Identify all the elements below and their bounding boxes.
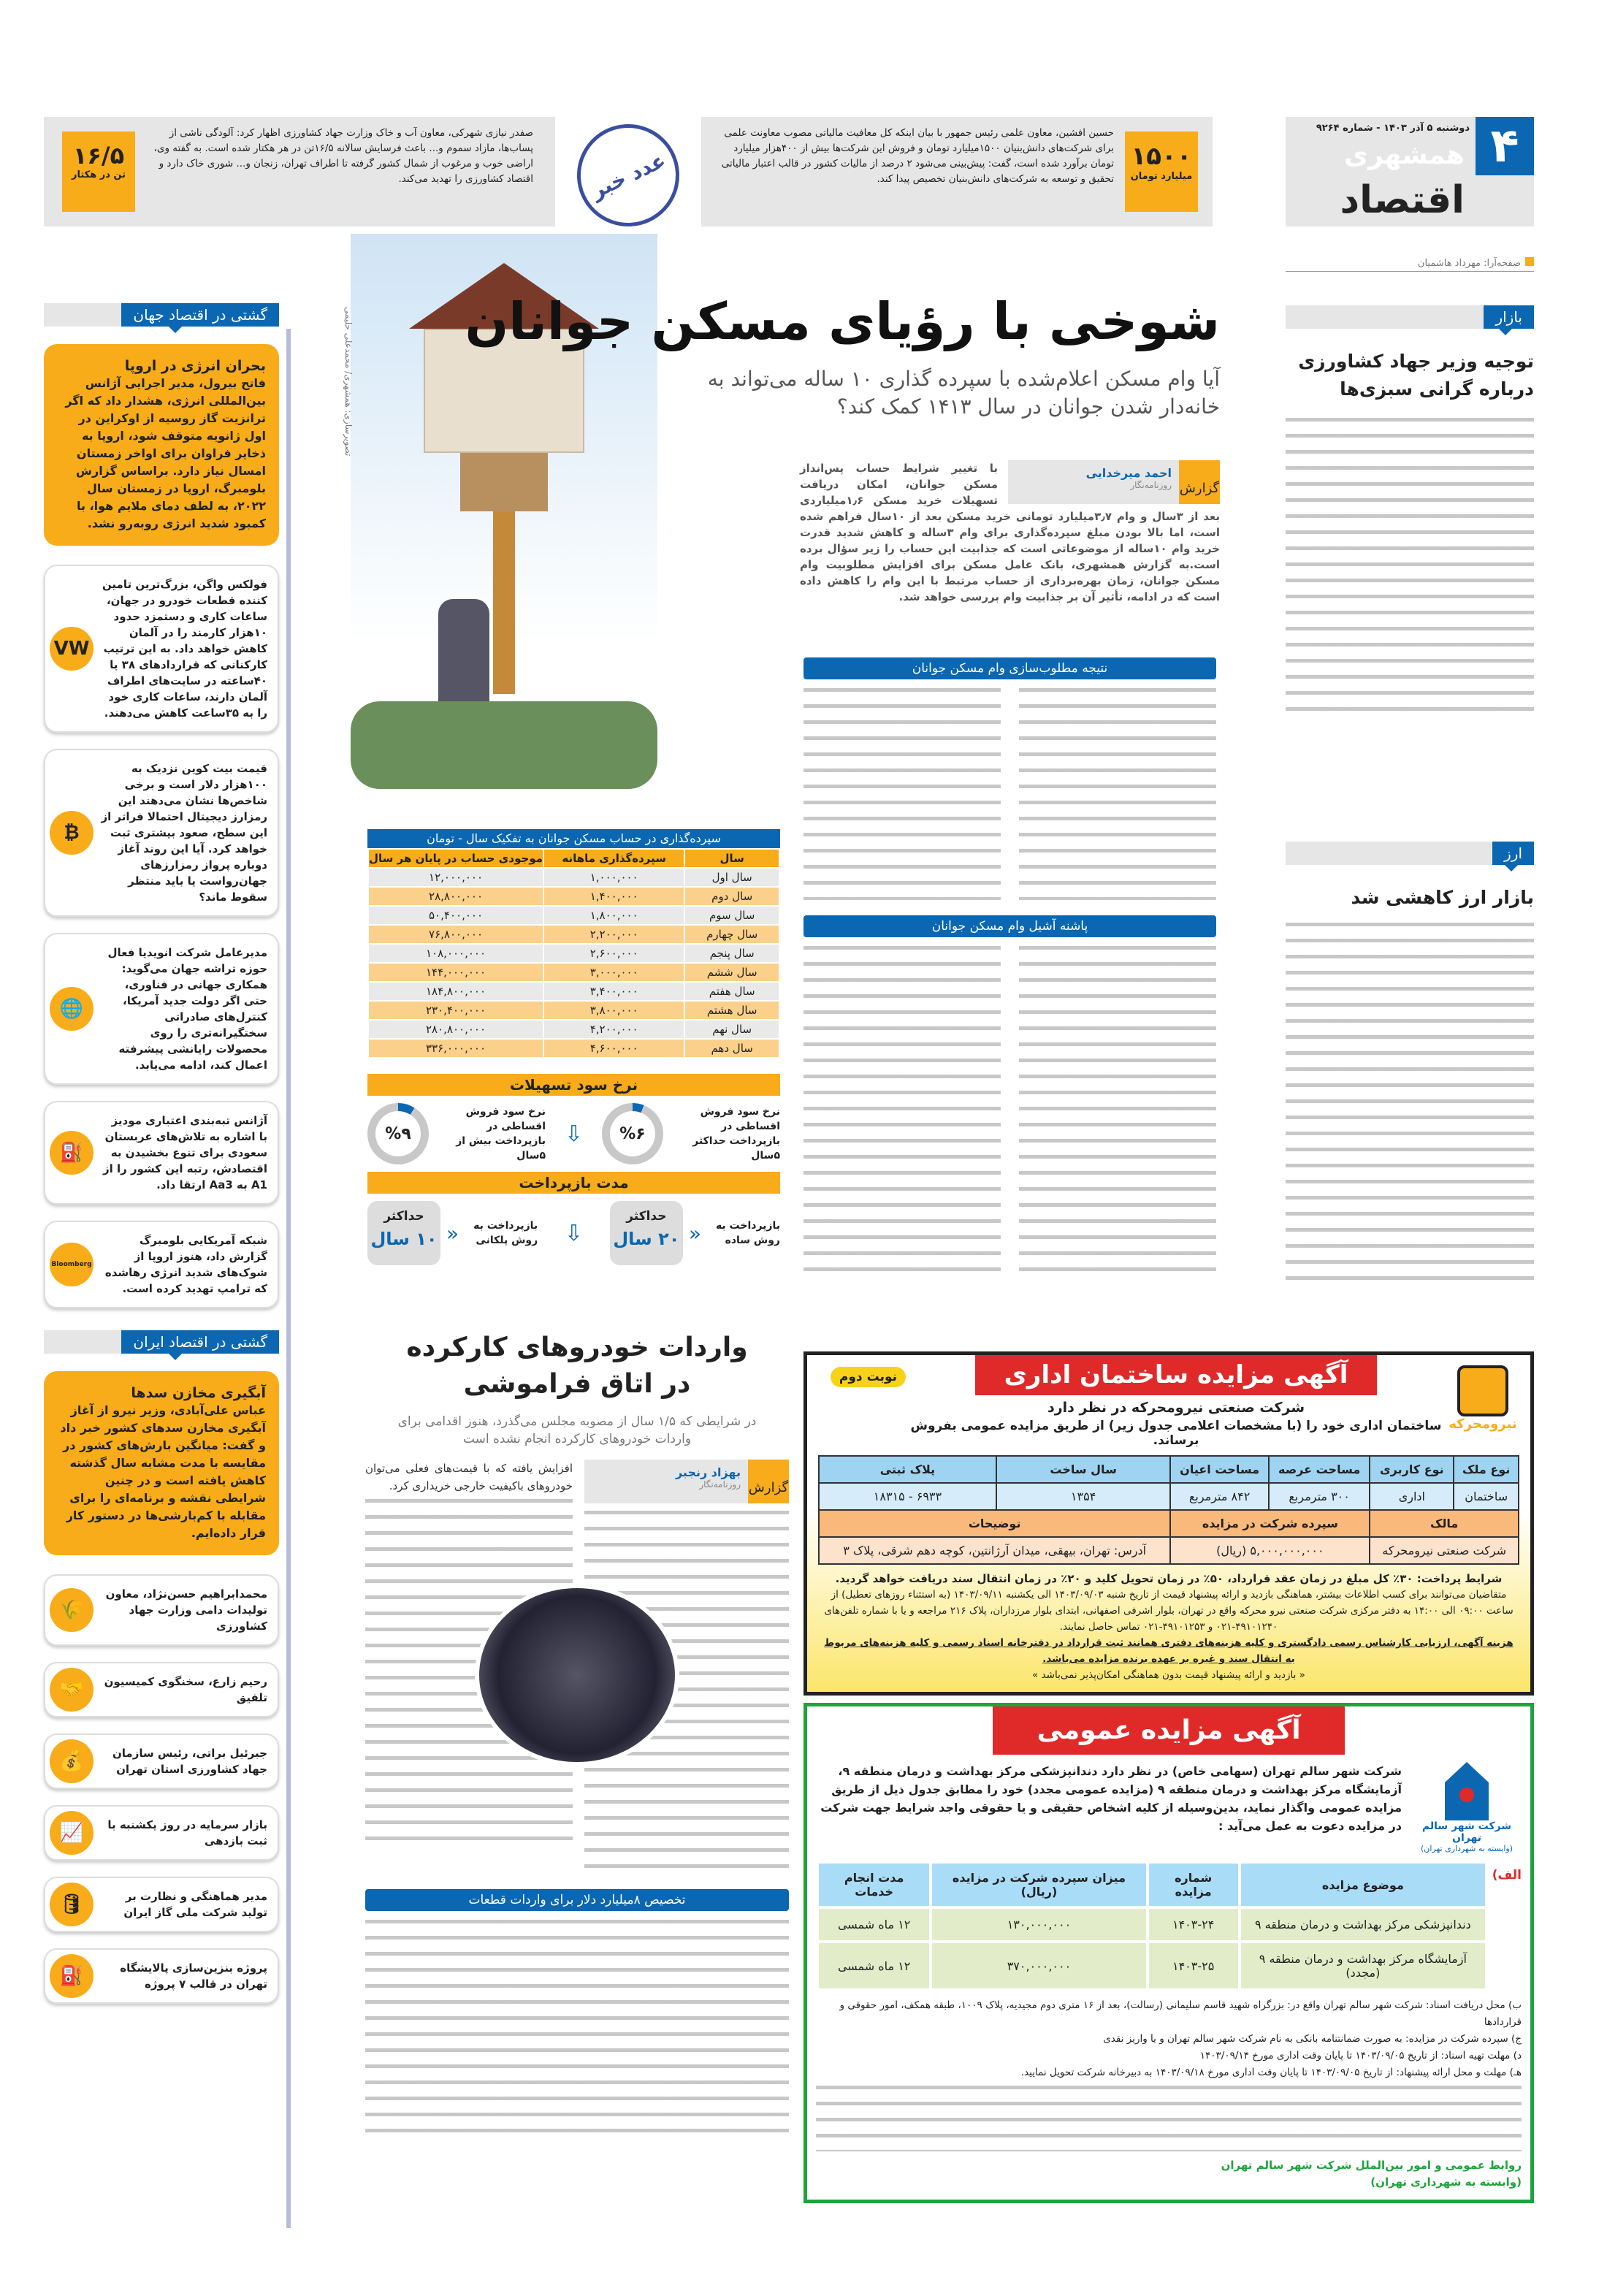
brief-text: عباس علی‌آبادی، وزیر نیرو از آغاز آبگیری مخازن سدهای کشور خبر داد و گفت: میانگین بارش‌های کشور در مقایسه با مدت مشابه سال گذشته کاهش یافته است و در چنین شرایطی نقشه و برنامه‌ای را برای مقابله با کم‌بارشی‌ها در دستور کار قرار داده‌ایم.	[60, 1403, 266, 1540]
col-header: شماره مزایده	[1175, 1871, 1213, 1899]
table-cell: آزمایشگاه مرکز بهداشت و درمان منطقه ۹ (مجدد)	[1259, 1952, 1467, 1980]
table-cell: سال دهم	[684, 1039, 779, 1058]
brief-text: مدیر هماهنگی و نظارت بر تولید شرکت ملی گاز ایران	[123, 1890, 267, 1919]
body-col	[1019, 946, 1216, 1282]
table-cell: ۱۳۵۴	[996, 1483, 1170, 1510]
table-row	[819, 1537, 1519, 1564]
table-cell: ۱,۸۰۰,۰۰۰	[543, 906, 684, 925]
table-cell: ۱,۴۰۰,۰۰۰	[543, 887, 684, 906]
left-sidebar	[44, 303, 279, 2020]
page-number: ۴	[1476, 117, 1534, 175]
money-pile	[351, 701, 657, 789]
ad-table	[816, 1861, 1488, 1991]
ad-terms-block	[818, 1571, 1519, 1683]
brief-text: محمدابراهیم حسن‌نژاد، معاون تولیدات دامی وزارت جهاد کشاورزی	[105, 1587, 267, 1633]
section-header	[1286, 305, 1534, 329]
ad-intro: شرکت صنعتی نیرومحرکه در نظر دارد	[1047, 1400, 1305, 1416]
ad-title-wrap	[816, 1706, 1522, 1755]
number-value: ۱۵۰۰	[1131, 142, 1192, 171]
article-body	[1286, 923, 1534, 1288]
brief-item	[44, 1948, 279, 2004]
news-number-left	[44, 117, 555, 226]
main-title: شوخی با رؤیای مسکن جوانان	[465, 291, 1220, 351]
table-row	[368, 887, 779, 906]
body-col	[1019, 688, 1216, 900]
date-issue: دوشنبه ۵ آذر ۱۴۰۳ - شماره ۹۲۶۴	[1316, 123, 1470, 134]
brief-text: جبرئیل براتی، رئیس سازمان جهاد کشاورزی استان تهران	[112, 1747, 267, 1776]
article-body	[1286, 418, 1534, 717]
author-name: احمد میرخدایی	[1085, 466, 1172, 480]
ad-title: آگهی مزایده عمومی	[993, 1706, 1344, 1755]
wheat-icon: 🌾	[50, 1588, 93, 1632]
table-row	[368, 963, 779, 982]
table-cell: اداری	[1370, 1483, 1454, 1510]
col-header: نوع ملک	[1454, 1456, 1519, 1483]
table-cell: ۱۴۰۳-۲۵	[1172, 1959, 1215, 1973]
author-role: روزنامه‌نگار	[1130, 480, 1172, 490]
table-cell: ۸۴۲ مترمربع	[1170, 1483, 1269, 1510]
logo-sub: (وابسته به شهرداری تهران)	[1420, 1844, 1514, 1853]
ad-office-auction	[804, 1351, 1534, 1696]
table-header-row	[819, 1864, 1485, 1906]
brief-item	[44, 565, 279, 733]
bloomberg-icon: Bloomberg	[50, 1243, 93, 1286]
table-cell: ۴,۲۰۰,۰۰۰	[543, 1020, 684, 1039]
news-number-right	[701, 117, 1213, 226]
section-label: الف)	[1492, 1868, 1522, 1883]
clause-d: د) مهلت تهیه اسناد: از تاریخ ۱۴۰۳/۰۹/۰۵ تا پایان وقت اداری مورخ ۱۴۰۳/۰۹/۱۴	[1199, 2050, 1522, 2062]
logo-name: شرکت شهر سالم تهران	[1421, 1820, 1512, 1844]
table-cell: سال اول	[684, 868, 779, 887]
table-row	[368, 982, 779, 1001]
table-cell: ۳۳۶,۰۰۰,۰۰۰	[368, 1039, 543, 1058]
table-row	[368, 1001, 779, 1020]
table-cell: ۵۰,۴۰۰,۰۰۰	[368, 906, 543, 925]
col-header: پلاک ثبتی	[819, 1456, 996, 1483]
table-row	[368, 944, 779, 963]
table-cell: ۲۳۰,۴۰۰,۰۰۰	[368, 1001, 543, 1020]
article-body-start: افزایش یافته که با قیمت‌های فعلی می‌توان خودروهای باکیفیت خارجی خریداری کرد.	[365, 1462, 573, 1492]
stamp-text: عدد خبر	[587, 148, 670, 203]
table-cell: سال ششم	[684, 963, 779, 982]
col-header: توضیحات	[819, 1510, 1170, 1537]
table-row	[368, 868, 779, 887]
chevrons-icon: «	[688, 1221, 701, 1246]
cars-photo	[475, 1584, 679, 1766]
clause-e: هـ) مهلت و محل ارائه پیشنهاد: از تاریخ ۱۴۰۳/۰۹/۰۵ تا پایان وقت اداری مورخ ۱۴۰۳/۰۹/۱۸ به دبیرخانه شرکت تحویل نمایید.	[1020, 2067, 1522, 2078]
shahr-salem-logo	[1445, 1762, 1489, 1820]
body-col	[804, 688, 1001, 900]
badge-wrap	[818, 1355, 906, 1384]
table-row	[368, 1020, 779, 1039]
brief-title: بحران انرژی در اروپا	[124, 358, 266, 374]
globe-icon: 🌐	[50, 987, 93, 1031]
brief-text: بازار سرمایه در روز یکشنبه با ثبت بازدهی	[107, 1818, 267, 1847]
main-subtitle: آیا وام مسکن اعلام‌شده با سپرده گذاری ۱۰ ساله می‌تواند به خانه‌دار شدن جوانان در سال ۱۴۱۳ کمک کند؟	[707, 367, 1220, 419]
article-title: بازار ارز کاهشی شد	[1351, 887, 1534, 908]
rate-ring	[367, 1103, 429, 1164]
table-cell: ۴,۶۰۰,۰۰۰	[543, 1039, 684, 1058]
table-cell: ۲,۶۰۰,۰۰۰	[543, 944, 684, 963]
brief-text: فولکس واگن، بزرگ‌ترین تامین کننده قطعات خودرو در جهان، ساعات کاری و دستمزد حدود ۱۰هزار کارمند را در آلمان کاهش خواهد داد. به این ترتیب کارکنانی که قراردادهای ۳۸ یا ۴۰ساعته در سایت‌های اطراف آلمان دارند، ساعات کاری خود را به ۳۵ساعت کاهش می‌دهند.	[102, 578, 267, 720]
rate-title: نرخ سود تسهیلات	[367, 1074, 780, 1096]
table-cell: سال سوم	[684, 906, 779, 925]
col-header: سپرده‌گذاری ماهانه	[543, 849, 684, 868]
brief-item	[44, 749, 279, 917]
terms-row	[367, 1201, 780, 1265]
ad-intro: شرکت شهر سالم تهران (سهامی خاص) در نظر دارد دندانپزشکی مرکز بهداشت و درمان منطقه ۹، آزمایشگاه مرکز بهداشت و درمان منطقه ۹ (مزایده عمومی مجدد) خود را مطابق جدول ذیل از طریق مزایده عمومی واگذار نماید، بدین‌وسیله از کلیه اشخاص حقیقی و یا حقوقی واجد شرایط جهت شرکت در مزایده دعوت به عمل می‌آید :	[820, 1764, 1402, 1833]
number-badge	[62, 131, 135, 212]
lede-block	[800, 460, 1220, 605]
iran-section	[44, 1330, 279, 2004]
col-header: سپرده شرکت در مزایده	[1170, 1510, 1370, 1537]
col-header: مساحت اعیان	[1170, 1456, 1269, 1483]
section-tag: ارز	[1492, 842, 1534, 865]
table-cell: ساختمان	[1454, 1483, 1519, 1510]
term-b	[367, 1201, 538, 1265]
col-header: مساحت عرصه	[1269, 1456, 1370, 1483]
table-cell: شرکت صنعتی نیرومحرکه	[1370, 1537, 1519, 1564]
arrow-down-icon: ⇩	[564, 1121, 584, 1147]
article-title: واردات خودروهای کارکرده در اتاق فراموشی	[406, 1332, 748, 1399]
brief-item	[44, 1101, 279, 1205]
brief-text: آژانس تبه‌بندی اعتباری مودیز با اشاره به تلاش‌های عربستان سعودی برای تنوع بخشیدن به اقتصادش، رتبه این کشور را از A1 به Aa3 ارتقا داد.	[102, 1114, 267, 1191]
rate-b	[367, 1103, 546, 1164]
brief-text: قیمت بیت کوین نزدیک به ۱۰۰هزار دلار است و برخی شاخص‌ها نشان می‌دهند این رمزارز دیجیتال احتمالا فراتر از این سطح، صعود بیشتری ثبت خواهد کرد. آیا این روند آغاز دوباره پرواز رمزارزهای جهان‌رواست یا باید منتظر سقوط ماند؟	[101, 762, 267, 904]
term-max: حداکثر	[626, 1209, 667, 1224]
term-box	[610, 1201, 683, 1265]
table-cell: ۳۰۰ مترمربع	[1269, 1483, 1370, 1510]
table-cell: ۶۹۳۳ - ۱۸۳۱۵	[819, 1483, 996, 1510]
nirumoharekeh-logo	[1457, 1365, 1508, 1416]
deposit-table	[367, 829, 780, 1059]
ad-footer: روابط عمومی و امور بین‌الملل شرکت شهر سالم تهران (وابسته به شهرداری تهران)	[1221, 2159, 1522, 2189]
news-text: صفدر نیازی شهرکی، معاون آب و خاک وزارت جهاد کشاورزی اظهار کرد: آلودگی ناشی از پساب‌ها، مازاد سموم و... باعث فرسایش سالانه ۱۶/۵تن در هر هکتار شده است. به گفته وی، اراضی خوب و مرغوب از شمال کشور گرفته تا اطراف تهران، زنجان و... شوری خاک دارد و اقتصاد کشاورزی را تهدید می‌کند.	[153, 127, 533, 185]
table-row	[368, 906, 779, 925]
brief-item	[44, 1221, 279, 1308]
section-header	[44, 1330, 279, 1354]
col-header: سال	[684, 849, 779, 868]
handshake-icon: 🤝	[50, 1668, 93, 1712]
infographic	[367, 1074, 780, 1265]
col-header: موضوع مزایده	[1321, 1877, 1404, 1892]
table-header-row	[819, 1456, 1519, 1483]
section-header	[1286, 842, 1534, 865]
byline	[1008, 460, 1220, 504]
table-cell: ۱۸۴,۸۰۰,۰۰۰	[368, 982, 543, 1001]
paper-name: همشهری	[1344, 140, 1465, 170]
table-row	[368, 925, 779, 944]
man-figure	[438, 599, 489, 716]
article-title: توجیه وزیر جهاد کشاورزی درباره گرانی سبزی‌ها	[1298, 351, 1534, 400]
car-columns	[365, 1460, 789, 1876]
brief-text: رحیم زارع، سخنگوی کمیسیون تلفیق	[104, 1675, 267, 1704]
sidebar-rule	[286, 329, 291, 2228]
table-cell: ۲,۲۰۰,۰۰۰	[543, 925, 684, 944]
number-badge	[1125, 131, 1198, 212]
photo-credit: تصویرسازی: همشهری/ محمدعلی حلیمی	[343, 307, 354, 457]
table-row	[819, 1483, 1519, 1510]
ad-table-row	[816, 1861, 1522, 1991]
table-title: سپرده‌گذاری در حساب مسکن جوانان به تفکیک سال - تومان	[367, 829, 780, 848]
col-header: سال ساخت	[996, 1456, 1170, 1483]
author-name: بهزاد رنجبر	[675, 1465, 741, 1479]
article-body	[365, 1920, 789, 2139]
earth-block	[460, 453, 548, 511]
layout-credit	[1286, 257, 1534, 272]
table-cell: ۱۳۰,۰۰۰,۰۰۰	[1007, 1918, 1072, 1931]
col-header: میزان سپرده شرکت در مزایده (ریال)	[952, 1871, 1126, 1899]
table-cell: سال هشتم	[684, 1001, 779, 1020]
world-section	[44, 303, 279, 1308]
ad-intro-row	[816, 1762, 1522, 1853]
ad-clauses	[816, 1997, 1522, 2191]
rate-ring	[602, 1103, 663, 1164]
section-title: اقتصاد	[1340, 178, 1465, 222]
body-col	[804, 946, 1001, 1282]
term-label: بازپرداخت به روش پلکانی	[473, 1220, 538, 1246]
arrow-shaft	[493, 511, 515, 694]
vw-logo-icon: VW	[50, 627, 93, 671]
logo-wrap	[1412, 1762, 1522, 1853]
bitcoin-icon: ₿	[50, 811, 93, 855]
table-header-row	[368, 849, 779, 868]
brief-text: شبکه آمریکایی بلومبرگ گزارش داد، هنوز اروپا از شوک‌های شدید انرژی رهاشده که ترامپ تهدید کرده است.	[104, 1234, 267, 1295]
ad-visit: متقاضیان می‌توانند برای کسب اطلاعات بیشتر، هماهنگی بازدید و ارائه پیشنهاد قیمت از تاریخ شنبه ۱۴۰۳/۰۹/۰۳ الی یکشنبه ۱۴۰۳/۰۹/۱۱ (به استثناء روزهای تعطیل) از ساعت ۰۹:۰۰ الی ۱۴:۰۰ به دفتر مرکزی شرکت صنعتی نیرو محرکه واقع در تهران، بلوار اشرفی اصفهانی، ابتدای بلوار مرزداران، پلاک ۲۱۶ مراجعه و یا با شماره تلفن‌های ۴۹۱۰۱۲۴۰-۰۲۱ و ۴۹۱۰۱۲۵۳-۰۲۱ تماس حاصل نمایند.	[824, 1589, 1514, 1633]
col-header: مالک	[1370, 1510, 1519, 1537]
table-cell: ۱۴۴,۰۰۰,۰۰۰	[368, 963, 543, 982]
table-cell: ۷۶,۸۰۰,۰۰۰	[368, 925, 543, 944]
brief-item	[44, 1877, 279, 1932]
table-cell: سال نهم	[684, 1020, 779, 1039]
section-header	[44, 303, 279, 327]
table-cell: دندانپزشکی مرکز بهداشت و درمان منطقه ۹	[1254, 1918, 1471, 1931]
lead-brief	[44, 344, 279, 546]
brief-text: مدیرعامل شرکت انویدیا فعال حوزه تراشه جهان می‌گوید: همکاری جهانی در فناوری، حتی اگر دولت جدید آمریکا، کنترل‌های صادراتی سختگیرانه‌تری را روی محصولات رایانشی پیشرفته اعمال کند، ادامه می‌یابد.	[107, 946, 267, 1072]
money-hand-icon: 💰	[50, 1739, 93, 1783]
logo-text: نیرومحرکه	[1448, 1416, 1517, 1432]
section-tag: گشتی در اقتصاد ایران	[121, 1330, 279, 1354]
table-cell: ۱,۰۰۰,۰۰۰	[543, 868, 684, 887]
ad-head	[818, 1355, 1519, 1448]
bazaar-section	[1286, 305, 1534, 717]
rate-label: نرخ سود فروش اقساطی در بازپرداخت بیش از ۵سال	[456, 1106, 546, 1162]
byline	[584, 1460, 789, 1503]
table-cell: ۳,۸۰۰,۰۰۰	[543, 1001, 684, 1020]
rate-value: %۹	[375, 1111, 421, 1156]
col-header: نوع کاربری	[1370, 1456, 1454, 1483]
ad-intro: ساختمان اداری خود را (با مشخصات اعلامی جدول زیر) از طریق مزایده عمومی بفروش برساند.	[910, 1419, 1442, 1448]
subhead-2: پاشنه آشیل وام مسکن جوانان	[804, 915, 1216, 937]
table-cell: ۳۷۰,۰۰۰,۰۰۰	[1007, 1959, 1072, 1973]
ad-note: « بازدید و ارائه پیشنهاد قیمت بدون هماهنگی امکان‌پذیر نمی‌باشد »	[1032, 1669, 1305, 1681]
table-cell: سال هفتم	[684, 982, 779, 1001]
table-cell: ۱۲ ماه شمسی	[837, 1959, 911, 1973]
table-row	[819, 1909, 1485, 1940]
author-box	[584, 1460, 748, 1503]
term-value: ۲۰ سال	[613, 1229, 680, 1249]
section-tag: گشتی در اقتصاد جهان	[121, 303, 279, 327]
table-cell: سال دوم	[684, 887, 779, 906]
col-header: موجودی حساب در پایان هر سال	[368, 849, 543, 868]
table-cell: ۲۸,۸۰۰,۰۰۰	[368, 887, 543, 906]
term-max: حداکثر	[383, 1209, 424, 1224]
table-cell: ۱۲ ماه شمسی	[837, 1918, 911, 1931]
ad-table	[818, 1455, 1519, 1565]
chevrons-icon: «	[446, 1221, 459, 1246]
table-cell: ۱۴۰۳-۲۴	[1172, 1918, 1215, 1931]
term-a	[610, 1201, 780, 1265]
table-row	[368, 1039, 779, 1058]
term-value: ۱۰ سال	[370, 1229, 438, 1249]
stamp	[560, 107, 696, 243]
ads-column	[804, 1351, 1534, 2203]
brief-item	[44, 1574, 279, 1646]
ad-costs: هزینه آگهی، ارزیابی کارشناس رسمی دادگستری و کلیه هزینه‌های دفتری همانند ثبت قرارداد در دفترخانه اسناد رسمی و کلیه هزینه‌های مربوط به انتقال سند و غیره بر عهده برنده مزایده می‌باشد.	[824, 1637, 1514, 1665]
table-cell: آدرس: تهران، بیهقی، میدان آرژانتین، کوچه دهم شرقی، پلاک ۳	[819, 1537, 1170, 1564]
arrow-down-icon: ⇩	[564, 1220, 584, 1246]
gas-cylinder-icon: 🛢	[50, 1883, 93, 1926]
news-text: حسین افشین، معاون علمی رئیس جمهور با بیان اینکه کل معافیت مالیاتی مصوب معاونت علمی برای شرکت‌های دانش‌بنیان ۱۵۰۰میلیارد تومان و فروش این شرکت‌ها بیش از ۴۰۰هزار میلیارد تومان برآورد شده است، گفت: پیش‌بینی می‌شود ۲ درصد از مالیات کشور در قالب اعتبار مالیاتی تحقیق و توسعه به شرکت‌های دانش‌بنیان تخصیص پیدا کند.	[721, 127, 1114, 185]
clause-b: ب) محل دریافت اسناد: شرکت شهر سالم تهران واقع در: بزرگراه شهید قاسم سلیمانی (رسالت)، بعد از ۱۶ متری دوم مجیدیه، پلاک ۱۰۰۹، طبقه همکف، امور حقوقی و قراردادها	[839, 1999, 1522, 2028]
car-story	[365, 1330, 789, 2139]
number-value: ۱۶/۵	[72, 142, 125, 169]
brief-item	[44, 1805, 279, 1861]
masthead	[1286, 117, 1534, 226]
article-subtitle: در شرایطی که ۱/۵ سال از مصوبه مجلس می‌گذرد، هنوز اقدامی برای واردات خودروهای کارکرده انجام نشده است	[397, 1414, 757, 1446]
ad-badge: نوبت دوم	[831, 1367, 906, 1387]
rates-row	[367, 1103, 780, 1164]
ad-title-wrap	[906, 1355, 1446, 1448]
table-cell: ۳,۴۰۰,۰۰۰	[543, 982, 684, 1001]
table-header-row	[819, 1510, 1519, 1537]
rate-a	[602, 1103, 780, 1164]
table-row	[819, 1943, 1485, 1988]
brief-text: فاتح بیرول، مدیر اجرایی آژانس بین‌المللی انرژی، هشدار داد که اگر ترانزیت گاز روسیه از اوکراین در اول ژانویه متوقف شود، اروپا به ذخایر فراوان برای اواخر زمستان امسال نیاز دارد. براساس گزارش بلومبرگ، اروپا در زمستان سال ۲۰۲۲، به لطف دمای ملایم هوا، با کمبود شدید انرژی روبه‌رو نشد.	[65, 376, 266, 530]
chart-up-icon: 📈	[50, 1811, 93, 1855]
clause-c: ج) سپرده شرکت در مزایده: به صورت ضمانتنامه بانکی به نام شرکت شهر سالم تهران و یا واریز نقدی	[1103, 2033, 1522, 2045]
author-role: روزنامه‌نگار	[699, 1479, 741, 1490]
ad-public-auction	[804, 1703, 1534, 2203]
brief-item	[44, 1662, 279, 1717]
author-box	[1008, 460, 1179, 504]
logo-wrap	[1446, 1355, 1519, 1432]
section-tag: بازار	[1484, 305, 1534, 329]
table-cell: ۱۲,۰۰۰,۰۰۰	[368, 868, 543, 887]
clause-text	[816, 2086, 1522, 2151]
lead-brief	[44, 1371, 279, 1555]
ad-title: آگهی مزایده ساختمان اداری	[975, 1355, 1378, 1395]
table-cell: ۱۰۸,۰۰۰,۰۰۰	[368, 944, 543, 963]
arz-section	[1286, 842, 1534, 1288]
brief-title: آبگیری مخازن سدها	[131, 1385, 266, 1401]
ad-terms: شرایط پرداخت: ۳۰٪ کل مبلغ در زمان عقد قرارداد، ۵۰٪ در زمان تحویل کلید و ۲۰٪ در زمان انتقال سند دریافت خواهد گردید.	[835, 1572, 1503, 1585]
number-unit: میلیارد تومان	[1130, 171, 1193, 182]
brief-text: پروژه بنزین‌سازی پالایشگاه تهران در قالب ۷ پروژه	[120, 1961, 267, 1991]
kind-tag: گزارش	[1179, 460, 1220, 504]
term-box	[367, 1201, 440, 1265]
oil-pump-icon: ⛽	[50, 1131, 93, 1175]
subhead: تخصیص ۸میلیارد دلار برای واردات قطعات	[365, 1889, 789, 1911]
table-cell: ۲۸۰,۸۰۰,۰۰۰	[368, 1020, 543, 1039]
kind-tag: گزارش	[748, 1460, 789, 1503]
subhead-1: نتیجه مطلوب‌سازی وام مسکن جوانان	[804, 657, 1216, 679]
table-cell: ۳,۰۰۰,۰۰۰	[543, 963, 684, 982]
brief-item	[44, 1734, 279, 1789]
table-cell: سال پنجم	[684, 944, 779, 963]
lede: با تغییر شرایط حساب پس‌انداز مسکن جوانان، امکان دریافت تسهیلات خرید مسکن ۱٫۶میلیاردی بعد از ۳سال و وام ۳٫۷میلیارد تومانی خرید مسکن بعد از ۱۰سال فراهم شده است، اما بالا بودن مبلغ سپرده‌گذاری برای وام ۳ساله و کاهش شدید قدرت خرید وام ۱۰ساله از موضوعاتی است که جذابیت این حساب را زیر سؤال برده است.به گزارش همشهری، بانک عامل مسکن برای افزایش مطلوبیت وام مسکن جوانان، زمان بهره‌برداری از حساب مرتبط با این وام را کاهش داده است که در ادامه، تأثیر آن بر جذابیت وام بررسی خواهد شد.	[800, 462, 1221, 603]
table-cell: سال چهارم	[684, 925, 779, 944]
layout-credit-text: صفحه‌آرا: مهرداد هاشمیان	[1417, 258, 1521, 269]
fuel-nozzle-icon: ⛽	[50, 1954, 93, 1998]
number-unit: تن در هکتار	[71, 169, 126, 180]
table-cell: ۵,۰۰۰,۰۰۰,۰۰۰ (ریال)	[1170, 1537, 1370, 1564]
term-label: بازپرداخت به روش ساده	[715, 1220, 780, 1246]
rate-value: %۶	[610, 1111, 655, 1156]
rate-label: نرخ سود فروش اقساطی در بازپرداخت حداکثر ۵سال	[692, 1106, 780, 1162]
col-header: مدت انجام خدمات	[844, 1871, 904, 1899]
term-title: مدت بازپرداخت	[367, 1172, 780, 1194]
brief-item	[44, 933, 279, 1085]
